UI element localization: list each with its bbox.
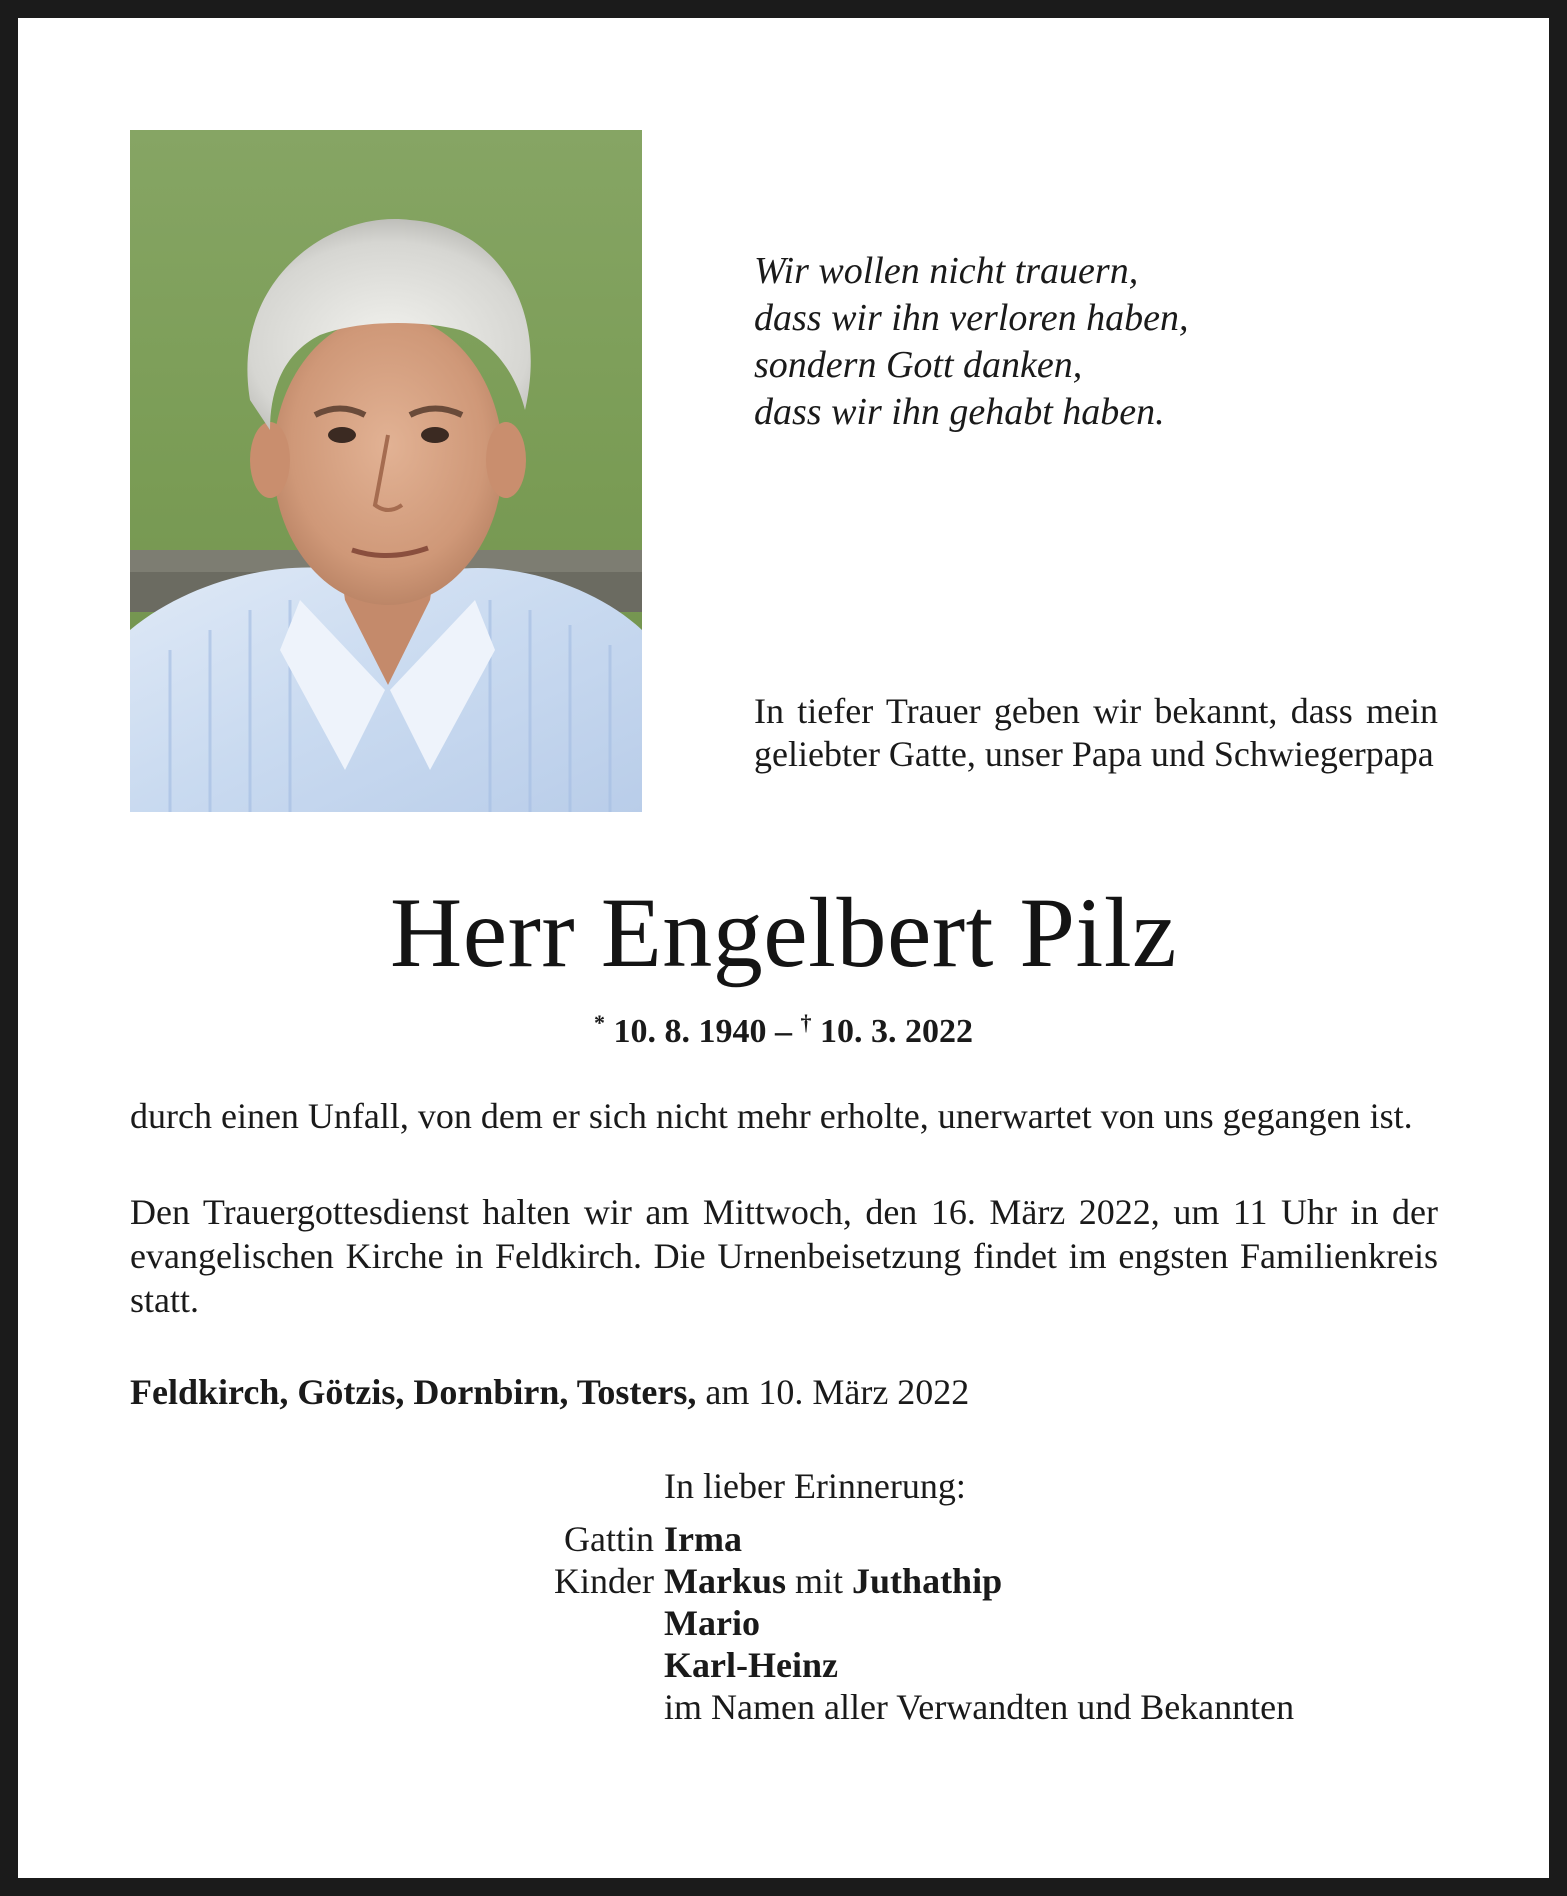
partner-name: Juthathip bbox=[852, 1561, 1003, 1601]
family-names bbox=[664, 1560, 1002, 1602]
deceased-name: Herr Engelbert Pilz bbox=[390, 877, 1177, 988]
spouse-name: Irma bbox=[664, 1519, 742, 1559]
life-dates bbox=[0, 1003, 1567, 1052]
memory-heading: In lieber Erinnerung: bbox=[664, 1466, 966, 1506]
places-and-date bbox=[130, 1370, 1438, 1414]
family-names bbox=[664, 1644, 838, 1686]
family-row bbox=[0, 1644, 1567, 1686]
family-names bbox=[664, 1602, 760, 1644]
birth-date: 10. 8. 1940 bbox=[613, 1013, 767, 1050]
quote-line: Wir wollen nicht trauern, bbox=[754, 250, 1139, 292]
child-name: Karl-Heinz bbox=[664, 1645, 838, 1685]
announcement-text: In tiefer Trauer geben wir bekannt, dass mein geliebter Gatte, unser Papa und Schwiegerpapa bbox=[754, 691, 1438, 774]
closing-line: im Namen aller Verwandten und Bekannten bbox=[664, 1687, 1295, 1727]
quote-line: dass wir ihn gehabt haben. bbox=[754, 391, 1165, 433]
family-row bbox=[0, 1602, 1567, 1644]
family-row bbox=[0, 1686, 1567, 1728]
death-date: 10. 3. 2022 bbox=[820, 1013, 973, 1050]
child-name: Mario bbox=[664, 1603, 760, 1643]
quote-line: dass wir ihn verloren haben, bbox=[754, 297, 1189, 339]
family-names bbox=[664, 1518, 742, 1560]
portrait-photo bbox=[130, 130, 642, 812]
paragraph-death-circumstance: durch einen Unfall, von dem er sich nicht mehr erholte, unerwartet von uns gegangen ist. bbox=[130, 1096, 1413, 1136]
family-row bbox=[0, 1518, 1567, 1560]
notice-date: am 10. März 2022 bbox=[705, 1372, 970, 1412]
family-row bbox=[0, 1560, 1567, 1602]
family-list bbox=[0, 1518, 1567, 1728]
role-label: Kinder bbox=[554, 1561, 654, 1601]
memorial-quote bbox=[754, 248, 1454, 436]
child-name: Markus bbox=[664, 1561, 787, 1601]
death-symbol: † bbox=[800, 1010, 812, 1035]
quote-line: sondern Gott danken, bbox=[754, 344, 1083, 386]
birth-symbol: * bbox=[594, 1010, 605, 1035]
date-separator: – bbox=[775, 1013, 792, 1050]
role-label: Gattin bbox=[564, 1519, 654, 1559]
places-list: Feldkirch, Götzis, Dornbirn, Tosters, bbox=[130, 1372, 697, 1412]
paragraph-funeral-info: Den Trauergottesdienst halten wir am Mittwoch, den 16. März 2022, um 11 Uhr in der evangelischen Kirche in Feldkirch. Die Urnenbeisetzung findet im engsten Familienkreis statt. bbox=[130, 1192, 1438, 1320]
conjunction: mit bbox=[795, 1561, 844, 1601]
